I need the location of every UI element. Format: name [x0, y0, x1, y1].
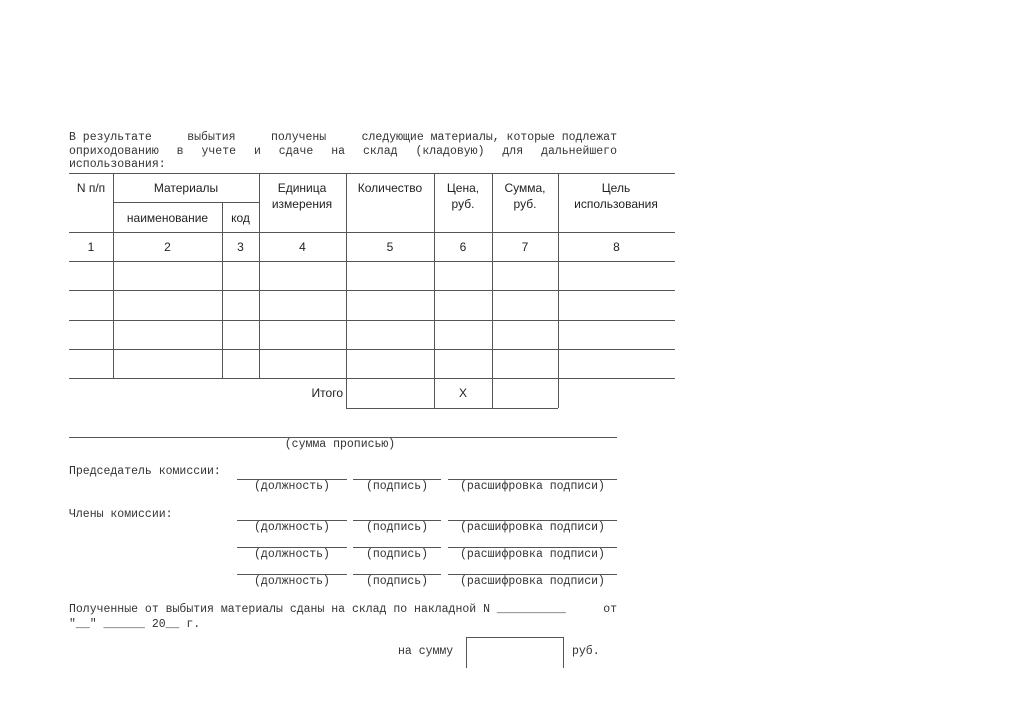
chairman-signature-caption: (подпись) [365, 480, 429, 493]
header-name: наименование [126, 211, 209, 225]
header-code: код [231, 211, 250, 225]
materials-subheader-divider [113, 202, 259, 203]
member-signature-caption: (подпись) [365, 521, 429, 534]
invoice-number-blank[interactable]: __________ [496, 603, 566, 616]
chairman-decoding-caption: (расшифровка подписи) [460, 480, 605, 493]
col-number: 6 [459, 240, 467, 254]
col-number: 1 [87, 240, 95, 254]
member-position-caption: (должность) [254, 575, 330, 588]
intro-line-2: оприходованию в учете и сдаче на склад (кладовую) для дальнейшего [69, 144, 617, 158]
table-top-border [69, 173, 675, 174]
header-unit: Единица измерения [271, 181, 333, 211]
member-position-caption: (должность) [254, 521, 330, 534]
header-bottom-border [69, 232, 675, 233]
table-row[interactable] [69, 262, 675, 290]
chairman-position-caption: (должность) [254, 480, 330, 493]
member-decoding-caption: (расшифровка подписи) [460, 575, 605, 588]
total-row-bottom [346, 408, 558, 409]
delivery-date[interactable]: "__" ______ 20__ г. [69, 618, 201, 631]
members-label: Члены комиссии: [69, 508, 173, 521]
total-price: Х [458, 386, 467, 400]
intro-line-1: В результате выбытия получены следующие материалы, которые подлежат [69, 131, 617, 144]
amount-box[interactable] [466, 637, 564, 668]
header-sum: Сумма, руб. [504, 181, 546, 211]
delivery-from: от [603, 603, 617, 616]
total-label: Итого [311, 386, 343, 400]
col-number: 4 [299, 240, 306, 254]
header-materials: Материалы [153, 181, 219, 195]
col-number: 8 [613, 240, 620, 254]
member-signature-caption: (подпись) [365, 548, 429, 561]
col-number: 7 [521, 240, 529, 254]
member-position-caption: (должность) [254, 548, 330, 561]
amount-label: на сумму [398, 645, 454, 658]
sum-in-words-caption: (сумма прописью) [284, 438, 396, 451]
table-row[interactable] [69, 350, 675, 377]
member-signature-caption: (подпись) [365, 575, 429, 588]
delivery-text: Полученные от выбытия материалы сданы на склад по накладной N [69, 603, 490, 616]
table-row[interactable] [69, 321, 675, 348]
member-decoding-caption: (расшифровка подписи) [460, 548, 605, 561]
delivery-line-1 [69, 603, 617, 616]
table-row[interactable] [69, 291, 675, 319]
header-np: N п/п [76, 181, 106, 195]
col-number: 3 [237, 240, 244, 254]
header-price: Цена, руб. [446, 181, 480, 211]
col-number: 2 [164, 240, 171, 254]
header-qty: Количество [357, 181, 423, 195]
col-number: 5 [386, 240, 394, 254]
intro-line-3: использования: [69, 158, 166, 171]
table-body-bottom [69, 378, 675, 379]
header-purpose: Цель использования [574, 181, 658, 211]
chairman-label: Председатель комиссии: [69, 465, 221, 478]
currency-label: руб. [572, 645, 600, 658]
member-decoding-caption: (расшифровка подписи) [460, 521, 605, 534]
